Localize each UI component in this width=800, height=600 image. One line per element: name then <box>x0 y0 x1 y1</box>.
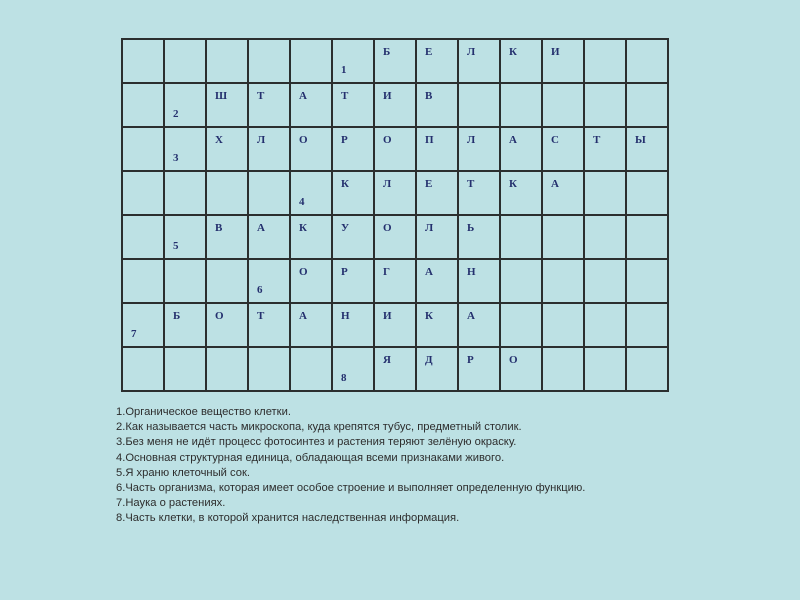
crossword-cell[interactable] <box>626 83 668 127</box>
crossword-cell[interactable] <box>626 127 668 171</box>
crossword-cell[interactable] <box>542 259 584 303</box>
crossword-cell[interactable] <box>458 347 500 391</box>
crossword-cell[interactable] <box>206 39 248 83</box>
cell-letter: Л <box>467 46 476 58</box>
crossword-cell[interactable] <box>416 171 458 215</box>
crossword-cell[interactable] <box>458 171 500 215</box>
crossword-cell[interactable] <box>500 303 542 347</box>
crossword-cell[interactable] <box>416 347 458 391</box>
cell-letter: П <box>425 134 434 146</box>
crossword-cell[interactable] <box>332 215 374 259</box>
clue-number: 5 <box>173 240 179 252</box>
cell-letter: И <box>383 90 392 102</box>
crossword-cell[interactable] <box>164 83 206 127</box>
crossword-cell[interactable] <box>458 215 500 259</box>
cell-letter: А <box>425 266 433 278</box>
crossword-cell[interactable] <box>374 171 416 215</box>
crossword-cell[interactable] <box>290 83 332 127</box>
crossword-cell[interactable] <box>332 171 374 215</box>
crossword-cell[interactable] <box>122 303 164 347</box>
crossword-cell[interactable] <box>122 259 164 303</box>
crossword-cell[interactable] <box>290 347 332 391</box>
crossword-cell[interactable] <box>290 39 332 83</box>
crossword-cell[interactable] <box>374 83 416 127</box>
crossword-cell[interactable] <box>374 39 416 83</box>
crossword-cell[interactable] <box>500 39 542 83</box>
cell-letter: Ь <box>467 222 475 234</box>
crossword-row <box>122 215 668 259</box>
clue-item: 8.Часть клетки, в которой хранится наследственная информация. <box>116 512 460 525</box>
crossword-cell[interactable] <box>290 303 332 347</box>
crossword-cell[interactable] <box>248 347 290 391</box>
clue-number: 8 <box>341 372 347 384</box>
cell-letter: У <box>341 222 350 234</box>
crossword-row <box>122 83 668 127</box>
crossword-cell[interactable] <box>332 83 374 127</box>
clue-number: 2 <box>173 108 179 120</box>
cell-letter: И <box>383 310 392 322</box>
crossword-cell[interactable] <box>332 347 374 391</box>
crossword-cell[interactable] <box>206 127 248 171</box>
crossword-cell[interactable] <box>500 259 542 303</box>
crossword-cell[interactable] <box>164 303 206 347</box>
cell-letter: Р <box>341 266 348 278</box>
cell-letter: Д <box>425 354 433 366</box>
crossword-cell[interactable] <box>374 127 416 171</box>
crossword-cell[interactable] <box>164 347 206 391</box>
cell-letter: Б <box>173 310 181 322</box>
cell-letter: Ш <box>215 90 228 102</box>
crossword-cell[interactable] <box>290 127 332 171</box>
clue-number: 6 <box>257 284 263 296</box>
crossword-cell[interactable] <box>542 127 584 171</box>
cell-letter: К <box>425 310 433 322</box>
crossword-row <box>122 39 668 83</box>
crossword-cell[interactable] <box>626 39 668 83</box>
cell-letter: Л <box>257 134 266 146</box>
cell-letter: Р <box>467 354 474 366</box>
cell-letter: А <box>299 310 307 322</box>
crossword-cell[interactable] <box>458 83 500 127</box>
crossword-cell[interactable] <box>584 171 626 215</box>
crossword-cell[interactable] <box>248 39 290 83</box>
crossword-cell[interactable] <box>584 83 626 127</box>
crossword-cell[interactable] <box>332 259 374 303</box>
cell-letter: А <box>551 178 559 190</box>
crossword-cell[interactable] <box>500 127 542 171</box>
crossword-cell[interactable] <box>542 215 584 259</box>
crossword-cell[interactable] <box>584 259 626 303</box>
crossword-cell[interactable] <box>416 303 458 347</box>
crossword-cell[interactable] <box>458 259 500 303</box>
crossword-cell[interactable] <box>374 215 416 259</box>
crossword-cell[interactable] <box>374 303 416 347</box>
clue-item: 4.Основная структурная единица, обладающая всеми признаками живого. <box>116 451 505 464</box>
cell-letter: К <box>509 46 517 58</box>
crossword-grid <box>121 38 669 392</box>
crossword-cell[interactable] <box>458 127 500 171</box>
cell-letter: Е <box>425 178 433 190</box>
crossword-cell[interactable] <box>122 83 164 127</box>
cell-letter: О <box>299 134 308 146</box>
crossword-cell[interactable] <box>206 259 248 303</box>
cell-letter: Р <box>341 134 348 146</box>
cell-letter: О <box>299 266 308 278</box>
crossword-cell[interactable] <box>248 259 290 303</box>
cell-letter: О <box>509 354 518 366</box>
crossword-cell[interactable] <box>164 127 206 171</box>
crossword-cell[interactable] <box>626 259 668 303</box>
crossword-cell[interactable] <box>164 259 206 303</box>
crossword-cell[interactable] <box>290 259 332 303</box>
crossword-cell[interactable] <box>584 347 626 391</box>
crossword-cell[interactable] <box>542 347 584 391</box>
clue-item: 6.Часть организма, которая имеет особое строение и выполняет определенную функцию. <box>116 482 586 495</box>
cell-letter: Х <box>215 134 223 146</box>
crossword-cell[interactable] <box>542 83 584 127</box>
cell-letter: Т <box>257 90 265 102</box>
cell-letter: О <box>383 222 392 234</box>
crossword-cell[interactable] <box>374 259 416 303</box>
crossword-cell[interactable] <box>458 39 500 83</box>
cell-letter: Л <box>467 134 476 146</box>
crossword-cell[interactable] <box>122 171 164 215</box>
cell-letter: Е <box>425 46 433 58</box>
crossword-cell[interactable] <box>626 347 668 391</box>
cell-letter: Т <box>341 90 349 102</box>
cell-letter: Я <box>383 354 391 366</box>
crossword-cell[interactable] <box>248 127 290 171</box>
cell-letter: Б <box>383 46 391 58</box>
clue-number: 1 <box>341 64 347 76</box>
crossword-cell[interactable] <box>206 347 248 391</box>
clue-item: 5.Я храню клеточный сок. <box>116 466 250 479</box>
clue-item: 1.Органическое вещество клетки. <box>116 406 291 418</box>
crossword-cell[interactable] <box>206 171 248 215</box>
crossword-cell[interactable] <box>206 83 248 127</box>
cell-letter: Н <box>467 266 476 278</box>
crossword-row <box>122 303 668 347</box>
crossword-cell[interactable] <box>416 83 458 127</box>
clue-list <box>116 405 636 527</box>
cell-letter: В <box>425 90 433 102</box>
crossword-cell[interactable] <box>584 215 626 259</box>
crossword-cell[interactable] <box>290 171 332 215</box>
crossword-row <box>122 127 668 171</box>
cell-letter: Г <box>383 266 390 278</box>
cell-letter: С <box>551 134 559 146</box>
clue-item: 2.Как называется часть микроскопа, куда крепятся тубус, предметный столик. <box>116 421 522 434</box>
clue-number: 4 <box>299 196 305 208</box>
cell-letter: Ы <box>635 134 646 146</box>
crossword-cell[interactable] <box>458 303 500 347</box>
crossword-row <box>122 259 668 303</box>
crossword-cell[interactable] <box>206 215 248 259</box>
crossword-cell[interactable] <box>542 303 584 347</box>
crossword-cell[interactable] <box>248 303 290 347</box>
crossword-cell[interactable] <box>122 215 164 259</box>
crossword-cell[interactable] <box>164 171 206 215</box>
crossword-cell[interactable] <box>374 347 416 391</box>
crossword-cell[interactable] <box>542 171 584 215</box>
crossword-cell[interactable] <box>122 127 164 171</box>
crossword-cell[interactable] <box>542 39 584 83</box>
cell-letter: А <box>257 222 265 234</box>
crossword-cell[interactable] <box>248 215 290 259</box>
cell-letter: К <box>341 178 349 190</box>
cell-letter: Т <box>593 134 601 146</box>
crossword-cell[interactable] <box>500 347 542 391</box>
cell-letter: А <box>467 310 475 322</box>
clue-item: 3.Без меня не идёт процесс фотосинтез и растения теряют зелёную окраску. <box>116 436 517 449</box>
crossword-cell[interactable] <box>248 171 290 215</box>
cell-letter: О <box>383 134 392 146</box>
crossword-cell[interactable] <box>416 215 458 259</box>
crossword-cell[interactable] <box>248 83 290 127</box>
cell-letter: А <box>509 134 517 146</box>
crossword-cell[interactable] <box>332 39 374 83</box>
crossword-cell[interactable] <box>626 303 668 347</box>
cell-letter: О <box>215 310 224 322</box>
cell-letter: В <box>215 222 223 234</box>
clue-item: 7.Наука о растениях. <box>116 497 226 510</box>
crossword-row <box>122 347 668 391</box>
cell-letter: К <box>509 178 517 190</box>
crossword-cell[interactable] <box>584 127 626 171</box>
cell-letter: Л <box>383 178 392 190</box>
cell-letter: К <box>299 222 307 234</box>
crossword-cell[interactable] <box>500 171 542 215</box>
cell-letter: Т <box>257 310 265 322</box>
cell-letter: Л <box>425 222 434 234</box>
cell-letter: А <box>299 90 307 102</box>
crossword-cell[interactable] <box>290 215 332 259</box>
crossword-cell[interactable] <box>500 215 542 259</box>
crossword-cell[interactable] <box>416 127 458 171</box>
clue-number: 3 <box>173 152 179 164</box>
crossword-cell[interactable] <box>122 39 164 83</box>
crossword-cell[interactable] <box>164 215 206 259</box>
crossword-row <box>122 171 668 215</box>
crossword-cell[interactable] <box>584 39 626 83</box>
crossword-cell[interactable] <box>416 39 458 83</box>
crossword-cell[interactable] <box>626 171 668 215</box>
crossword-cell[interactable] <box>332 127 374 171</box>
cell-letter: Т <box>467 178 475 190</box>
crossword-cell[interactable] <box>332 303 374 347</box>
crossword-cell[interactable] <box>206 303 248 347</box>
crossword-cell[interactable] <box>164 39 206 83</box>
crossword-cell[interactable] <box>626 215 668 259</box>
cell-letter: И <box>551 46 560 58</box>
clue-number: 7 <box>131 328 137 340</box>
crossword-cell[interactable] <box>500 83 542 127</box>
crossword-cell[interactable] <box>122 347 164 391</box>
crossword-cell[interactable] <box>416 259 458 303</box>
crossword-cell[interactable] <box>584 303 626 347</box>
cell-letter: Н <box>341 310 350 322</box>
